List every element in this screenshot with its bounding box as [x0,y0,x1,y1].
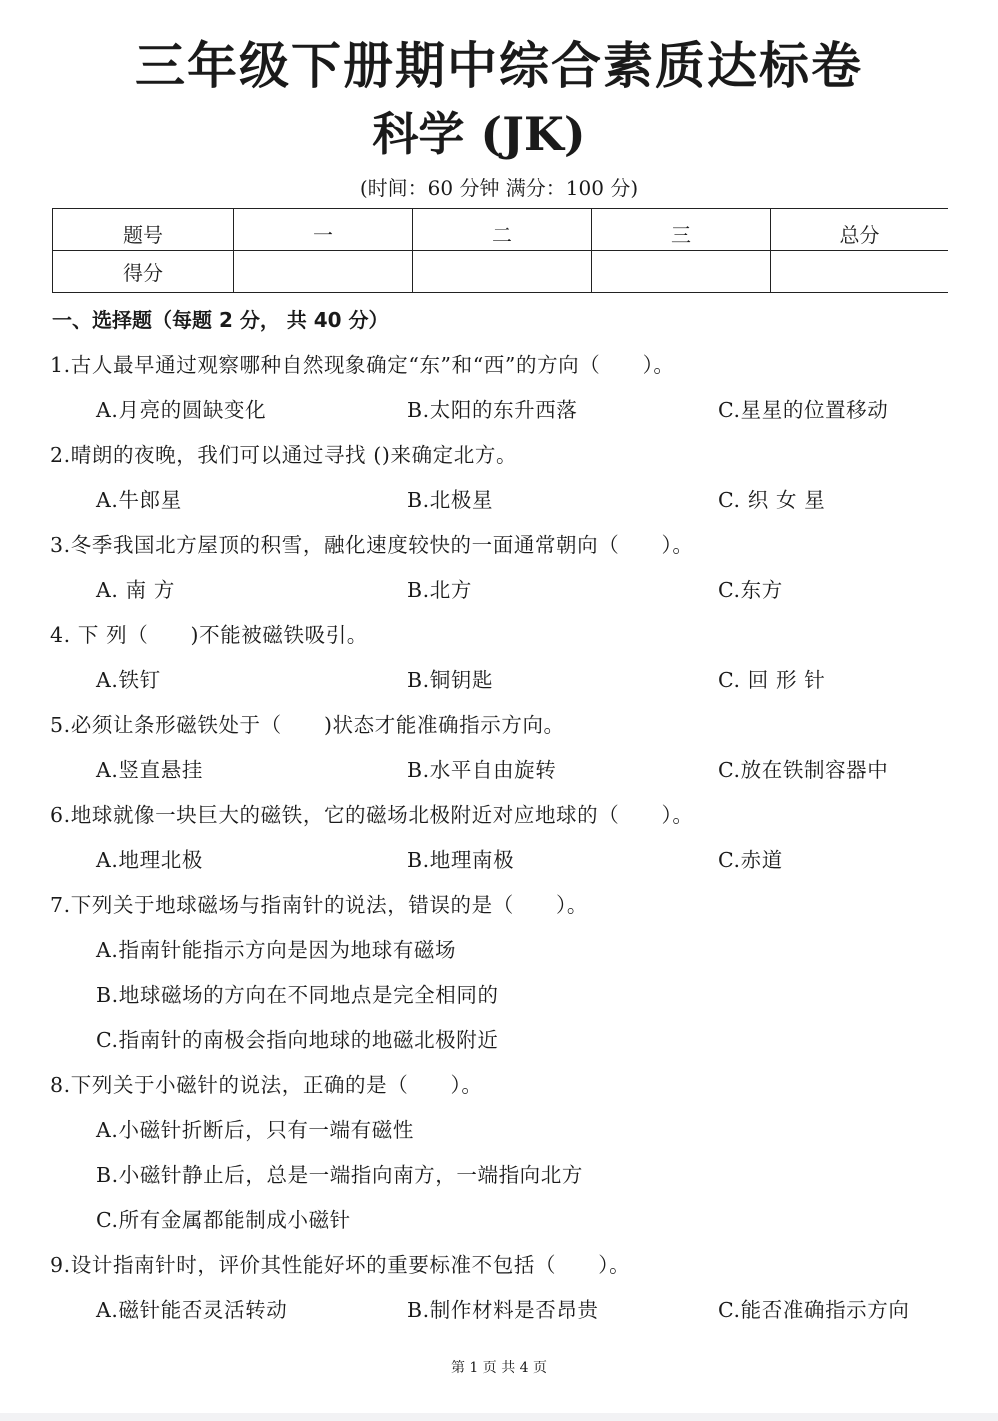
question-number-label: 题号 [53,209,234,251]
option-b: B.太阳的东升西落 [407,398,578,422]
option-c: C.指南针的南极会指向地球的地磁北极附近 [96,1028,499,1052]
exam-title: 三年级下册期中综合素质达标卷 [135,36,863,95]
question-text: 6.地球就像一块巨大的磁铁，它的磁场北极附近对应地球的（ ）。 [50,803,694,827]
option-b: B.北极星 [407,488,494,512]
option-a: A.磁针能否灵活转动 [96,1298,288,1322]
option-c: C.星星的位置移动 [718,398,889,422]
option-c: C.放在铁制容器中 [718,758,889,782]
score-table-header-row [53,209,949,251]
section-three-score-cell[interactable] [592,251,771,293]
option-a: A.指南针能指示方向是因为地球有磁场 [96,938,457,962]
section-heading: 一、选择题（每题 2 分， 共 40 分） [52,308,389,332]
option-a: A.小磁针折断后，只有一端有磁性 [96,1118,414,1142]
option-b: B.小磁针静止后，总是一端指向南方，一端指向北方 [96,1163,583,1187]
total-score-header: 总分 [771,209,949,251]
option-c: C.东方 [718,578,783,602]
section-two-header: 二 [413,209,592,251]
score-table [52,208,948,293]
option-a: A.竖直悬挂 [96,758,203,782]
option-b: B.地理南极 [407,848,515,872]
total-score-cell[interactable] [771,251,949,293]
question-text: 4. 下 列（ )不能被磁铁吸引。 [50,623,368,647]
question-text: 7.下列关于地球磁场与指南针的说法，错误的是（ ）。 [50,893,589,917]
option-b: B.制作材料是否昂贵 [407,1298,599,1322]
section-two-score-cell[interactable] [413,251,592,293]
option-c: C.赤道 [718,848,783,872]
section-one-header: 一 [234,209,413,251]
section-three-header: 三 [592,209,771,251]
option-c: C. 织 女 星 [718,488,826,512]
option-b: B.铜钥匙 [407,668,494,692]
option-b: B.地球磁场的方向在不同地点是完全相同的 [96,983,499,1007]
option-a: A.地理北极 [96,848,203,872]
exam-subject: 科学 (JK) [372,107,586,161]
question-text: 2.晴朗的夜晚，我们可以通过寻找 ()来确定北方。 [50,443,518,467]
option-b: B.水平自由旋转 [407,758,557,782]
question-text: 3.冬季我国北方屋顶的积雪，融化速度较快的一面通常朝向（ ）。 [50,533,694,557]
time-and-score-info: (时间：60 分钟 满分：100 分) [359,176,639,200]
option-c: C.所有金属都能制成小磁针 [96,1208,351,1232]
option-a: A. 南 方 [96,578,175,602]
option-b: B.北方 [407,578,472,602]
question-text: 8.下列关于小磁针的说法，正确的是（ ）。 [50,1073,483,1097]
option-c: C.能否准确指示方向 [718,1298,910,1322]
question-text: 5.必须让条形磁铁处于（ )状态才能准确指示方向。 [50,713,565,737]
section-one-score-cell[interactable] [234,251,413,293]
option-a: A.铁钉 [96,668,161,692]
option-a: A.月亮的圆缺变化 [96,398,267,422]
page-number: 第 1 页 共 4 页 [450,1360,548,1376]
option-a: A.牛郎星 [96,488,182,512]
option-c: C. 回 形 针 [718,668,826,692]
score-row-label: 得分 [53,251,234,293]
score-table-score-row [53,251,949,293]
question-text: 1.古人最早通过观察哪种自然现象确定“东”和“西”的方向（ ）。 [50,353,675,377]
question-text: 9.设计指南针时，评价其性能好坏的重要标准不包括（ ）。 [50,1253,631,1277]
